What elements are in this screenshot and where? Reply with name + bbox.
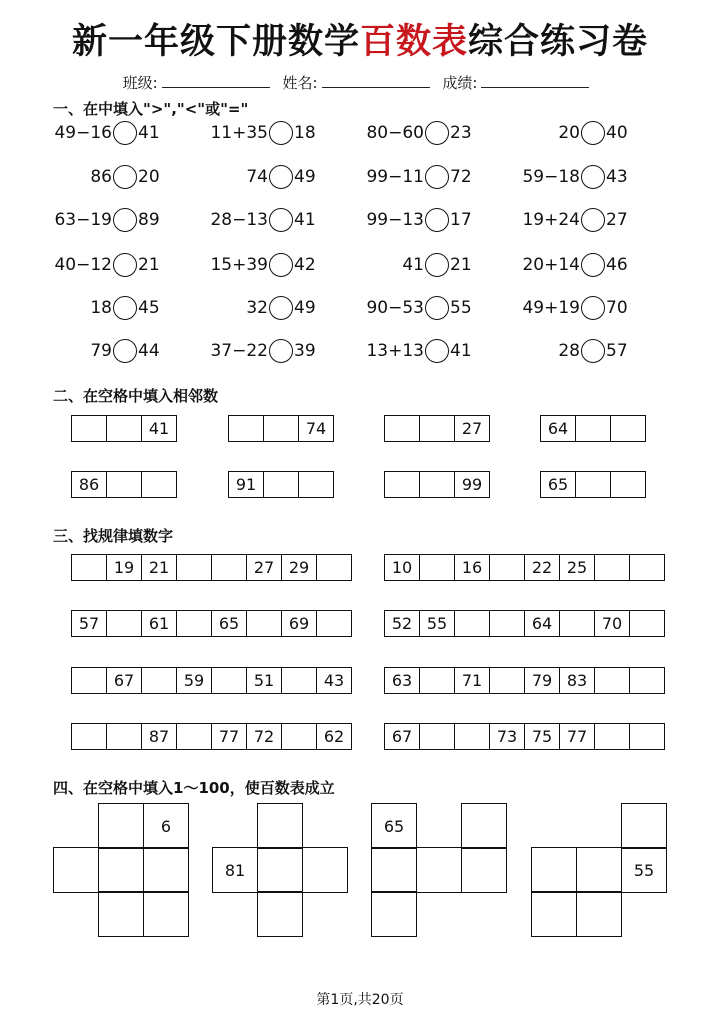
puzzle-cell[interactable] <box>257 803 303 849</box>
puzzle-cell[interactable] <box>143 891 189 937</box>
comparison-item: 99−13 17 <box>366 210 472 230</box>
puzzle-cell[interactable] <box>371 891 417 937</box>
puzzle-cell[interactable]: 6 <box>143 803 189 849</box>
grid-cell[interactable] <box>298 471 334 498</box>
name-label: 姓名: <box>282 74 318 92</box>
class-label: 班级: <box>122 74 158 92</box>
grid-cell[interactable] <box>419 667 455 694</box>
grid-cell[interactable] <box>316 554 352 581</box>
answer-circle[interactable] <box>581 296 605 320</box>
grid-cell[interactable]: 99 <box>454 471 490 498</box>
comparison-item: 40−12 21 <box>54 255 160 275</box>
pattern-grid <box>384 610 665 637</box>
answer-circle[interactable] <box>113 165 137 189</box>
grid-cell[interactable] <box>263 471 299 498</box>
grid-cell[interactable] <box>71 554 107 581</box>
answer-circle[interactable] <box>425 165 449 189</box>
puzzle-cell[interactable]: 55 <box>621 847 667 893</box>
grid-cell[interactable]: 83 <box>559 667 595 694</box>
puzzle-cell[interactable] <box>531 847 577 893</box>
comparison-item: 90−53 55 <box>366 298 472 318</box>
grid-cell[interactable]: 21 <box>141 554 177 581</box>
grid-cell[interactable] <box>141 471 177 498</box>
grid-cell[interactable]: 67 <box>384 723 420 750</box>
section-1-heading: 一、在中填入">","<"或"=" <box>53 100 249 118</box>
puzzle-cell[interactable]: 65 <box>371 803 417 849</box>
comparison-item: 15+39 42 <box>210 255 316 275</box>
answer-circle[interactable] <box>269 208 293 232</box>
answer-circle[interactable] <box>113 253 137 277</box>
grid-cell[interactable]: 77 <box>211 723 247 750</box>
grid-cell[interactable]: 62 <box>316 723 352 750</box>
comparison-item: 28−13 41 <box>210 210 316 230</box>
answer-circle[interactable] <box>269 165 293 189</box>
puzzle-cell[interactable] <box>461 847 507 893</box>
grid-cell[interactable] <box>106 471 142 498</box>
grid-cell[interactable] <box>419 471 455 498</box>
grid-cell[interactable]: 41 <box>141 415 177 442</box>
comparison-item: 20+14 46 <box>522 255 628 275</box>
grid-cell[interactable]: 79 <box>524 667 560 694</box>
answer-circle[interactable] <box>581 208 605 232</box>
score-field[interactable] <box>481 73 589 88</box>
grid-cell[interactable] <box>71 723 107 750</box>
comparison-item: 37−22 39 <box>210 341 316 361</box>
grid-cell[interactable] <box>454 723 490 750</box>
grid-cell[interactable] <box>281 723 317 750</box>
grid-cell[interactable] <box>384 415 420 442</box>
puzzle-cell[interactable] <box>531 891 577 937</box>
grid-cell[interactable]: 27 <box>246 554 282 581</box>
grid-cell[interactable] <box>106 415 142 442</box>
pattern-grid <box>71 667 352 694</box>
comparison-item: 86 20 <box>90 167 160 187</box>
comparison-item: 19+24 27 <box>522 210 628 230</box>
comparison-item: 74 49 <box>246 167 316 187</box>
comparison-item: 59−18 43 <box>522 167 628 187</box>
answer-circle[interactable] <box>581 253 605 277</box>
score-label: 成绩: <box>442 74 478 92</box>
answer-circle[interactable] <box>269 339 293 363</box>
grid-cell[interactable]: 52 <box>384 610 420 637</box>
grid-cell[interactable]: 67 <box>106 667 142 694</box>
answer-circle[interactable] <box>113 339 137 363</box>
grid-cell[interactable] <box>176 723 212 750</box>
grid-cell[interactable] <box>629 554 665 581</box>
answer-circle[interactable] <box>269 296 293 320</box>
comparison-item: 13+13 41 <box>366 341 472 361</box>
grid-cell[interactable]: 10 <box>384 554 420 581</box>
neighbor-grid <box>228 415 334 442</box>
neighbor-grid <box>540 415 646 442</box>
grid-cell[interactable] <box>594 667 630 694</box>
grid-cell[interactable] <box>141 667 177 694</box>
puzzle-cell[interactable] <box>302 847 348 893</box>
puzzle-cell[interactable] <box>416 847 462 893</box>
comparison-item: 49+19 70 <box>522 298 628 318</box>
grid-cell[interactable] <box>559 610 595 637</box>
answer-circle[interactable] <box>581 121 605 145</box>
pattern-grid <box>384 723 665 750</box>
grid-cell[interactable]: 65 <box>540 471 576 498</box>
grid-cell[interactable]: 59 <box>176 667 212 694</box>
grid-cell[interactable]: 63 <box>384 667 420 694</box>
grid-cell[interactable] <box>629 723 665 750</box>
neighbor-grid <box>540 471 646 498</box>
grid-cell[interactable] <box>71 667 107 694</box>
grid-cell[interactable]: 16 <box>454 554 490 581</box>
puzzle-cell[interactable] <box>98 803 144 849</box>
grid-cell[interactable]: 69 <box>281 610 317 637</box>
puzzle-cell[interactable] <box>461 803 507 849</box>
answer-circle[interactable] <box>425 253 449 277</box>
comparison-item: 49−16 41 <box>54 123 160 143</box>
comparison-item: 41 21 <box>402 255 472 275</box>
neighbor-grid <box>71 415 177 442</box>
puzzle-cell[interactable] <box>257 891 303 937</box>
grid-cell[interactable]: 64 <box>540 415 576 442</box>
grid-cell[interactable] <box>384 471 420 498</box>
class-field[interactable] <box>162 73 270 88</box>
grid-cell[interactable]: 65 <box>211 610 247 637</box>
grid-cell[interactable]: 27 <box>454 415 490 442</box>
grid-cell[interactable] <box>610 415 646 442</box>
pattern-grid <box>384 554 665 581</box>
grid-cell[interactable] <box>575 471 611 498</box>
grid-cell[interactable] <box>211 554 247 581</box>
neighbor-grid <box>71 471 177 498</box>
name-field[interactable] <box>322 73 430 88</box>
comparison-item: 99−11 72 <box>366 167 472 187</box>
grid-cell[interactable] <box>106 610 142 637</box>
answer-circle[interactable] <box>113 296 137 320</box>
title-highlight: 百数表 <box>359 22 468 62</box>
grid-cell[interactable] <box>106 723 142 750</box>
answer-circle[interactable] <box>581 339 605 363</box>
neighbor-grid <box>228 471 334 498</box>
grid-cell[interactable]: 87 <box>141 723 177 750</box>
grid-cell[interactable]: 51 <box>246 667 282 694</box>
comparison-item: 63−19 89 <box>54 210 160 230</box>
worksheet-title <box>0 14 720 64</box>
grid-cell[interactable] <box>629 667 665 694</box>
comparison-item: 28 57 <box>558 341 628 361</box>
grid-cell[interactable] <box>419 554 455 581</box>
grid-cell[interactable] <box>263 415 299 442</box>
neighbor-grid <box>384 415 490 442</box>
grid-cell[interactable]: 70 <box>594 610 630 637</box>
pattern-grid <box>71 610 352 637</box>
grid-cell[interactable] <box>489 610 525 637</box>
grid-cell[interactable] <box>610 471 646 498</box>
grid-cell[interactable]: 64 <box>524 610 560 637</box>
answer-circle[interactable] <box>581 165 605 189</box>
student-info-line <box>0 72 720 93</box>
answer-circle[interactable] <box>425 121 449 145</box>
puzzle-cell[interactable] <box>257 847 303 893</box>
puzzle-cell[interactable] <box>53 847 99 893</box>
grid-cell[interactable]: 29 <box>281 554 317 581</box>
grid-cell[interactable]: 57 <box>71 610 107 637</box>
answer-circle[interactable] <box>425 208 449 232</box>
grid-cell[interactable] <box>176 610 212 637</box>
grid-cell[interactable]: 73 <box>489 723 525 750</box>
comparison-item: 79 44 <box>90 341 160 361</box>
puzzle-cell[interactable]: 81 <box>212 847 258 893</box>
answer-circle[interactable] <box>269 121 293 145</box>
grid-cell[interactable] <box>454 610 490 637</box>
answer-circle[interactable] <box>425 339 449 363</box>
grid-cell[interactable] <box>419 415 455 442</box>
puzzle-cell[interactable] <box>576 891 622 937</box>
grid-cell[interactable]: 22 <box>524 554 560 581</box>
puzzle-cell[interactable] <box>621 803 667 849</box>
comparison-item: 80−60 23 <box>366 123 472 143</box>
grid-cell[interactable]: 77 <box>559 723 595 750</box>
grid-cell[interactable]: 75 <box>524 723 560 750</box>
grid-cell[interactable] <box>228 415 264 442</box>
section-4-heading: 四、在空格中填入1～100，使百数表成立 <box>53 779 335 797</box>
answer-circle[interactable] <box>113 121 137 145</box>
grid-cell[interactable]: 86 <box>71 471 107 498</box>
grid-cell[interactable] <box>281 667 317 694</box>
page-footer: 第1页,共20页 <box>316 992 404 1008</box>
grid-cell[interactable] <box>594 554 630 581</box>
answer-circle[interactable] <box>425 296 449 320</box>
title-part2: 综合练习卷 <box>468 22 649 62</box>
grid-cell[interactable]: 19 <box>106 554 142 581</box>
grid-cell[interactable]: 71 <box>454 667 490 694</box>
neighbor-grid <box>384 471 490 498</box>
pattern-grid <box>71 554 352 581</box>
grid-cell[interactable]: 25 <box>559 554 595 581</box>
grid-cell[interactable] <box>316 610 352 637</box>
grid-cell[interactable] <box>575 415 611 442</box>
grid-cell[interactable] <box>629 610 665 637</box>
grid-cell[interactable] <box>489 667 525 694</box>
puzzle-cell[interactable] <box>98 847 144 893</box>
grid-cell[interactable] <box>246 610 282 637</box>
pattern-grid <box>71 723 352 750</box>
comparison-item: 11+35 18 <box>210 123 316 143</box>
answer-circle[interactable] <box>113 208 137 232</box>
grid-cell[interactable]: 43 <box>316 667 352 694</box>
grid-cell[interactable]: 74 <box>298 415 334 442</box>
puzzle-cell[interactable] <box>371 847 417 893</box>
grid-cell[interactable]: 61 <box>141 610 177 637</box>
comparison-item: 32 49 <box>246 298 316 318</box>
pattern-grid <box>384 667 665 694</box>
grid-cell[interactable]: 91 <box>228 471 264 498</box>
grid-cell[interactable]: 55 <box>419 610 455 637</box>
answer-circle[interactable] <box>269 253 293 277</box>
comparison-item: 18 45 <box>90 298 160 318</box>
title-part1: 新一年级下册数学 <box>71 22 360 62</box>
puzzle-cell[interactable] <box>576 847 622 893</box>
grid-cell[interactable] <box>594 723 630 750</box>
section-2-heading: 二、在空格中填入相邻数 <box>53 387 219 405</box>
puzzle-cell[interactable] <box>143 847 189 893</box>
grid-cell[interactable] <box>71 415 107 442</box>
comparison-item: 20 40 <box>558 123 628 143</box>
grid-cell[interactable] <box>211 667 247 694</box>
grid-cell[interactable] <box>176 554 212 581</box>
grid-cell[interactable]: 72 <box>246 723 282 750</box>
puzzle-cell[interactable] <box>98 891 144 937</box>
section-3-heading: 三、找规律填数字 <box>53 527 174 545</box>
grid-cell[interactable] <box>489 554 525 581</box>
grid-cell[interactable] <box>419 723 455 750</box>
